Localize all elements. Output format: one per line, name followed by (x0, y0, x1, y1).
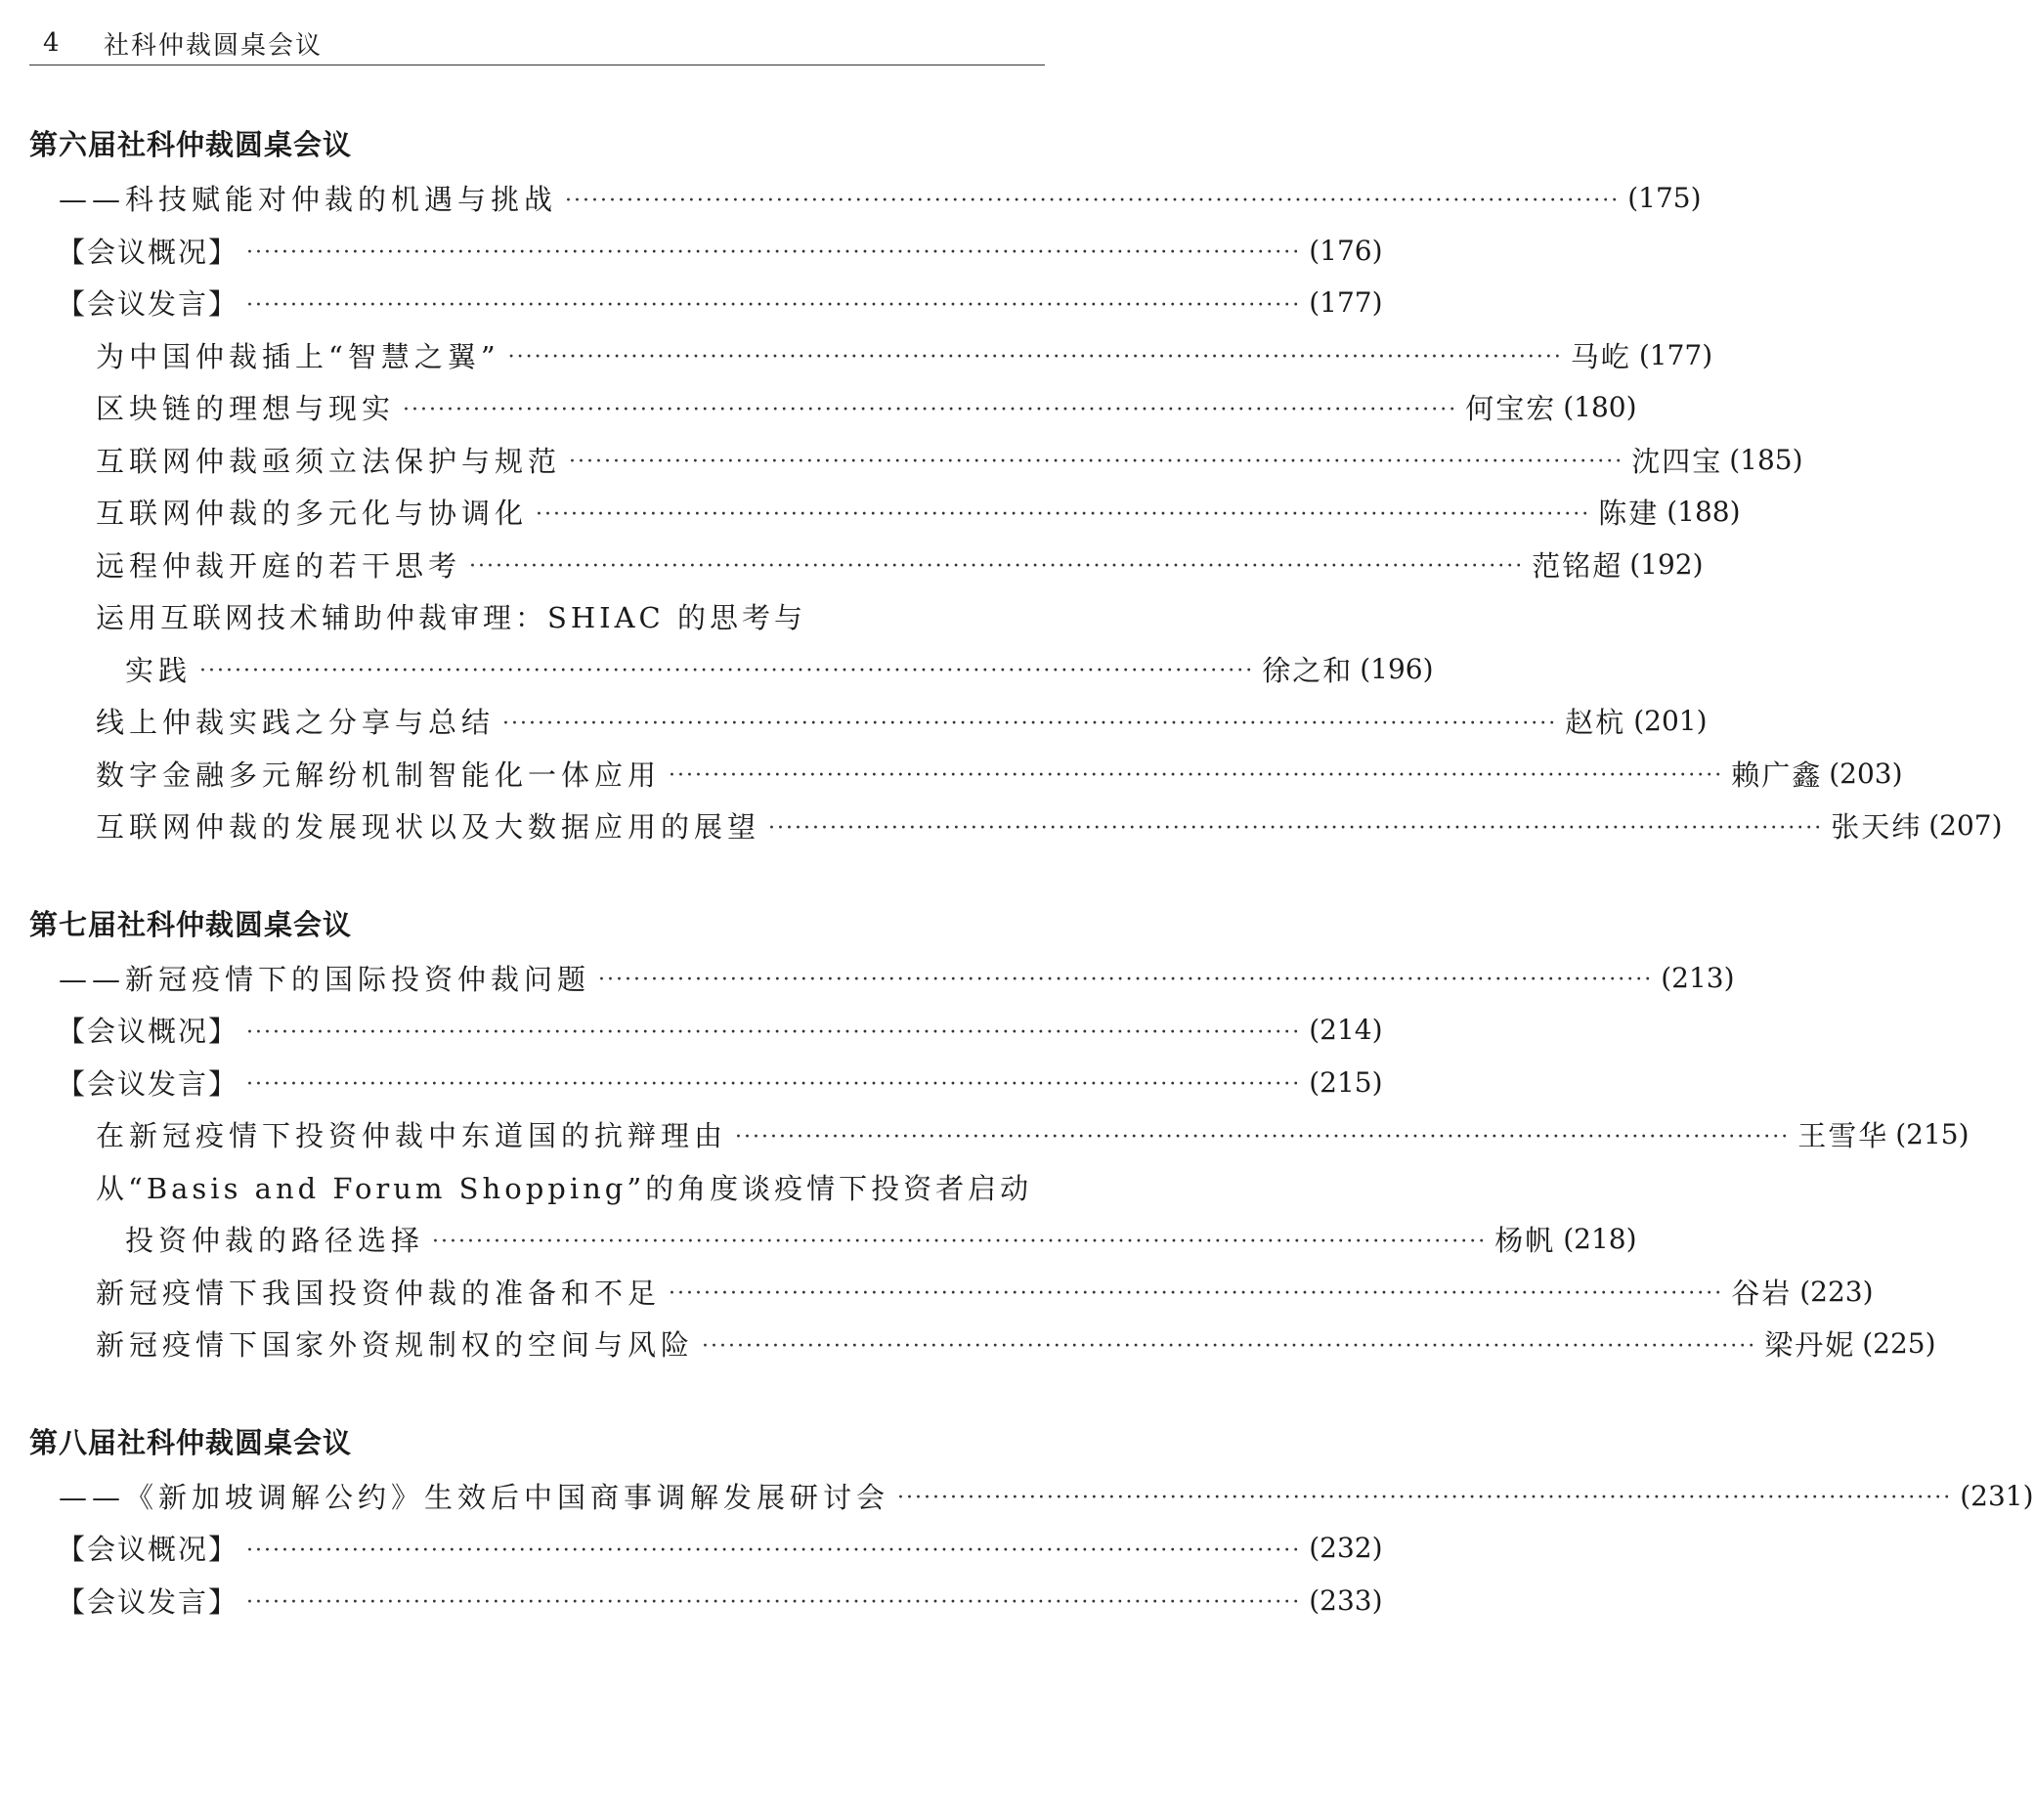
page-ref: (215) (1895, 1118, 1969, 1151)
entry-author: 王雪华 (1797, 1119, 1889, 1153)
leader-dots: ························································································································ (432, 1229, 1488, 1254)
toc-entry-article[interactable] (29, 1266, 1874, 1319)
leader-dots: ························································································································ (565, 188, 1621, 213)
page-ref: (233) (1309, 1583, 1383, 1617)
page-ref: (177) (1309, 286, 1383, 320)
page-ref: (207) (1928, 809, 2003, 843)
toc-entry-group[interactable] (29, 1575, 1383, 1627)
entry-title: 远程仲裁开庭的若干思考 (96, 548, 462, 583)
page-ref: (231) (1960, 1479, 2034, 1512)
section-title[interactable]: 第六届社科仲裁圆桌会议 (29, 128, 353, 161)
entry-author: 沈四宝 (1631, 444, 1723, 478)
toc-section (29, 1415, 2034, 1627)
entry-title: 运用互联网技术辅助仲裁审理：SHIAC 的思考与 (96, 601, 806, 635)
toc-entry-subtitle[interactable] (29, 1470, 2034, 1523)
page-ref: (188) (1666, 496, 1741, 529)
entry-title: 新冠疫情下国家外资规制权的空间与风险 (96, 1328, 695, 1363)
entry-title: 【会议概况】 (57, 235, 239, 269)
toc-entry-article[interactable] (29, 643, 1434, 696)
entry-title: 投资仲裁的路径选择 (125, 1224, 425, 1258)
running-header (29, 22, 1045, 65)
entry-title: ——新冠疫情下的国际投资仲裁问题 (59, 962, 591, 996)
toc-entry-article[interactable] (29, 1161, 1045, 1214)
entry-title: ——《新加坡调解公约》生效后中国商事调解发展研讨会 (59, 1480, 890, 1514)
entry-title: ——科技赋能对仲裁的机遇与挑战 (59, 183, 558, 217)
entry-title: 互联网仲裁亟须立法保护与规范 (96, 444, 562, 478)
leader-dots: ························································································································ (507, 345, 1563, 370)
leader-dots: ························································································································ (897, 1486, 1953, 1511)
toc-entry-article[interactable] (29, 539, 1704, 591)
section-title[interactable]: 第七届社科仲裁圆桌会议 (29, 907, 353, 941)
leader-dots: ························································································································ (735, 1124, 1791, 1149)
page-ref: (214) (1309, 1014, 1383, 1047)
page-ref: (203) (1829, 757, 1903, 790)
toc-entry-article[interactable] (29, 1318, 1936, 1370)
entry-author: 梁丹妮 (1764, 1328, 1856, 1363)
page-ref: (176) (1309, 234, 1383, 267)
entry-title: 区块链的理想与现实 (96, 392, 396, 426)
leader-dots: ························································································································ (199, 659, 1255, 684)
toc-section (29, 897, 1969, 1370)
toc-entry-subtitle[interactable] (29, 172, 1702, 225)
leader-dots: ························································································································ (768, 815, 1824, 841)
page-ref: (232) (1309, 1532, 1383, 1565)
entry-title: 互联网仲裁的多元化与协调化 (96, 497, 529, 531)
entry-title: 【会议发言】 (57, 1066, 239, 1101)
page-ref: (201) (1633, 705, 1708, 738)
toc-entry-article[interactable] (29, 434, 1803, 487)
leader-dots: ························································································································ (246, 1590, 1302, 1616)
entry-title: 从“Basis and Forum Shopping”的角度谈疫情下投资者启动 (96, 1171, 1033, 1205)
entry-title: 【会议概况】 (57, 1533, 239, 1567)
toc-entry-article[interactable] (29, 1108, 1969, 1161)
page-ref: (215) (1309, 1065, 1383, 1099)
entry-author: 赵杭 (1565, 706, 1626, 740)
toc-entry-article[interactable] (29, 1213, 1637, 1266)
page-ref: (196) (1360, 652, 1434, 685)
entry-title: 为中国仲裁插上“智慧之翼” (96, 339, 500, 373)
entry-title: 数字金融多元解纷机制智能化一体应用 (96, 758, 662, 792)
entry-title: 实践 (125, 653, 193, 687)
entry-author: 徐之和 (1262, 653, 1354, 687)
section-title[interactable]: 第八届社科仲裁圆桌会议 (29, 1425, 353, 1459)
entry-author: 何宝宏 (1465, 392, 1557, 426)
toc-entry-group[interactable] (29, 277, 1383, 329)
entry-author: 赖广鑫 (1731, 758, 1823, 792)
entry-author: 陈建 (1598, 497, 1660, 531)
entry-author: 马屹 (1570, 339, 1631, 373)
page-ref: (175) (1627, 182, 1702, 215)
leader-dots: ························································································································ (469, 554, 1525, 580)
leader-dots: ························································································································ (569, 450, 1624, 475)
page-number: 4 (43, 28, 60, 58)
entry-title: 【会议发言】 (57, 1584, 239, 1619)
entry-title: 【会议概况】 (57, 1015, 239, 1049)
leader-dots: ························································································································ (669, 1281, 1724, 1307)
toc-entry-subtitle[interactable] (29, 952, 1735, 1005)
entry-author: 范铭超 (1532, 548, 1623, 583)
leader-dots: ························································································································ (246, 1538, 1302, 1563)
toc-section (29, 117, 2003, 852)
page-ref: (213) (1661, 961, 1735, 994)
toc-entry-article[interactable] (29, 381, 1637, 434)
entry-title: 线上仲裁实践之分享与总结 (96, 706, 496, 740)
entry-title: 互联网仲裁的发展现状以及大数据应用的展望 (96, 810, 761, 845)
leader-dots: ························································································································ (403, 397, 1458, 422)
leader-dots: ························································································································ (246, 240, 1302, 266)
entry-author: 杨帆 (1494, 1224, 1556, 1258)
toc-entry-group[interactable] (29, 1522, 1383, 1575)
toc-entry-article[interactable] (29, 748, 1903, 801)
page-ref: (192) (1629, 547, 1704, 581)
toc-entry-article[interactable] (29, 695, 1708, 748)
leader-dots: ························································································································ (536, 501, 1591, 527)
toc-entry-article[interactable] (29, 800, 2003, 852)
page-ref: (223) (1799, 1275, 1874, 1308)
leader-dots: ························································································································ (702, 1333, 1757, 1359)
entry-title: 新冠疫情下我国投资仲裁的准备和不足 (96, 1276, 662, 1310)
entry-title: 在新冠疫情下投资仲裁中东道国的抗辩理由 (96, 1119, 728, 1153)
toc-entry-group[interactable] (29, 1057, 1383, 1109)
leader-dots: ························································································································ (502, 711, 1558, 736)
toc-entry-article[interactable] (29, 590, 1045, 643)
leader-dots: ························································································································ (669, 763, 1724, 789)
leader-dots: ························································································································ (246, 292, 1302, 318)
leader-dots: ························································································································ (246, 1072, 1302, 1098)
entry-title: 【会议发言】 (57, 287, 239, 322)
toc-entry-article[interactable] (29, 329, 1713, 382)
page-ref: (180) (1563, 391, 1637, 424)
page-ref: (177) (1638, 338, 1713, 371)
leader-dots: ························································································································ (598, 968, 1654, 993)
table-of-contents (29, 117, 2034, 1671)
running-title: 社科仲裁圆桌会议 (104, 30, 324, 61)
toc-entry-group[interactable] (29, 225, 1383, 278)
page-ref: (225) (1862, 1327, 1936, 1361)
toc-entry-article[interactable] (29, 486, 1741, 539)
entry-author: 张天纬 (1831, 810, 1923, 845)
leader-dots: ························································································································ (246, 1019, 1302, 1045)
toc-entry-group[interactable] (29, 1004, 1383, 1057)
page-ref: (185) (1729, 443, 1803, 476)
page-ref: (218) (1563, 1223, 1637, 1256)
entry-author: 谷岩 (1731, 1276, 1793, 1310)
